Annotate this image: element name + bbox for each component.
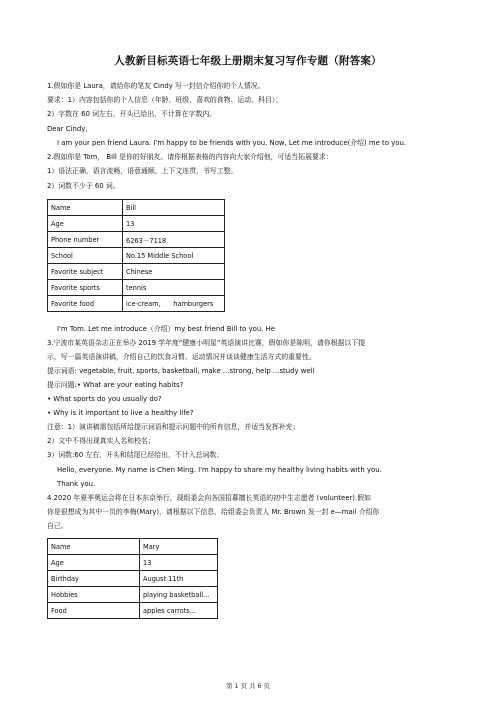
table-row [48, 280, 225, 296]
table-cell-label: Favorite subject [48, 264, 123, 280]
q3-hint-words: 提示词语: vegetable, fruit, sports, basketball, make ...strong, help ...study well [47, 367, 315, 375]
table-cell-value: 6263－7118 [123, 232, 225, 248]
table-cell-value: tennis [123, 280, 225, 296]
table-cell-value: Mary [140, 539, 218, 555]
q1-requirement-2: 2）字数在 60 词左右，开头已给出，不计算在字数内。 [47, 110, 217, 118]
q3-note-3: 3）词数:60 左右，开头和结尾已经给出，不计入总词数； [47, 451, 224, 459]
table-cell-value: August 11th [140, 571, 218, 587]
q4-prompt-1: 4.2020 年夏季奥运会将在日本东京举行，现组委会向各国招募擅长英语的初中生志愿者 (volunteer).假如 [47, 494, 371, 502]
q3-hint-question-2: • What sports do you usually do? [47, 395, 162, 403]
table-row [48, 232, 225, 248]
table-cell-label: Age [48, 216, 123, 232]
table-cell-value: No.15 Middle School [123, 248, 225, 264]
table-cell-label: School [48, 248, 123, 264]
q3-prompt-2: 示，写一篇英语演讲稿，介绍自己的饮食习惯、运动情况并谈谈健康生活方式的重要性。 [47, 353, 316, 361]
q2-info-table [47, 199, 225, 312]
table-row [48, 571, 218, 587]
q1-requirement-1: 要求：1）内容包括你的个人信息（年龄、班级、喜欢的食物、运动、科目）； [47, 96, 283, 104]
table-row [48, 296, 225, 312]
q3-hint-question-1: 提示问题:• What are your eating habits? [47, 381, 184, 389]
table-row [48, 264, 225, 280]
table-cell-value: Chinese [123, 264, 225, 280]
table-cell-value: apples carrots... [140, 603, 218, 619]
q3-note-2: 2）文中不得出现真实人名和校名； [47, 437, 155, 445]
q3-note-1: 注意：1）演讲稿需包括所给提示词语和提示问题中的所有信息，并适当发挥补充； [47, 423, 300, 431]
q3-hint-question-3: • Why is it important to live a healthy life? [47, 409, 194, 417]
table-cell-label: Favorite food [48, 296, 123, 312]
q2-requirement-2: 2）词数不少于 60 词。 [47, 182, 120, 190]
document-title: 人教新目标英语七年级上册期末复习写作专题（附答案） [114, 55, 382, 67]
table-cell-label: Phone number [48, 232, 123, 248]
q4-prompt-2: 你是很想成为其中一员的李梅(Mary)，请根据以下信息，给组委会负责人 Mr. Brown 发一封 e—mail 介绍你 [47, 508, 380, 516]
table-cell-label: Food [48, 603, 140, 619]
table-cell-value: 13 [123, 216, 225, 232]
q2-prompt: 2.假如你是 Tom， Bill 是你的好朋友。请你根据表格的内容向大家介绍他，可适当拓展要求： [47, 153, 333, 161]
table-row [48, 587, 218, 603]
q4-info-table [47, 538, 218, 619]
table-cell-label: Age [48, 555, 140, 571]
q3-prompt-1: 3.宁波市某英语杂志正在举办 2019 学年度“健康小明星”英语演讲比赛，假如你是陈明，请你根据以下提 [47, 339, 366, 347]
q2-requirement-1: 1）语法正确，语言流畅，语意通顺，上下文连贯，书写工整。 [47, 167, 238, 175]
table-cell-value: Bill [123, 200, 225, 216]
table-cell-label: Favorite sports [48, 280, 123, 296]
q1-salutation: Dear Cindy, [47, 125, 88, 133]
q3-opening: Hello, everyone. My name is Chen Ming. I'm happy to share my healthy living habits with you. [57, 466, 382, 474]
table-cell-label: Name [48, 539, 140, 555]
q4-prompt-3: 自己。 [47, 522, 68, 530]
table-row [48, 539, 218, 555]
table-cell-value: playing basketball... [140, 587, 218, 603]
table-cell-value: 13 [140, 555, 218, 571]
page-footer: 第 1 页 共 6 页 [226, 682, 270, 690]
table-cell-value: ice-cream, hamburgers [123, 296, 225, 312]
table-row [48, 555, 218, 571]
table-cell-label: Name [48, 200, 123, 216]
table-cell-label: Hobbies [48, 587, 140, 603]
q3-closing: Thank you. [57, 480, 96, 488]
table-row [48, 248, 225, 264]
table-cell-label: Birthday [48, 571, 140, 587]
q1-prompt: 1.假如你是 Laura，请给你的笔友 Cindy 写一封信介绍你的个人情况。 [47, 82, 265, 90]
table-row [48, 216, 225, 232]
table-row [48, 200, 225, 216]
q2-opening: I'm Tom. Let me introduce（介绍）my best friend Bill to you. He [57, 325, 276, 333]
q1-opening: I am your pen friend Laura. I'm happy to be friends with you. Now, Let me introduce(介绍) me to you. [57, 139, 407, 147]
table-row [48, 603, 218, 619]
